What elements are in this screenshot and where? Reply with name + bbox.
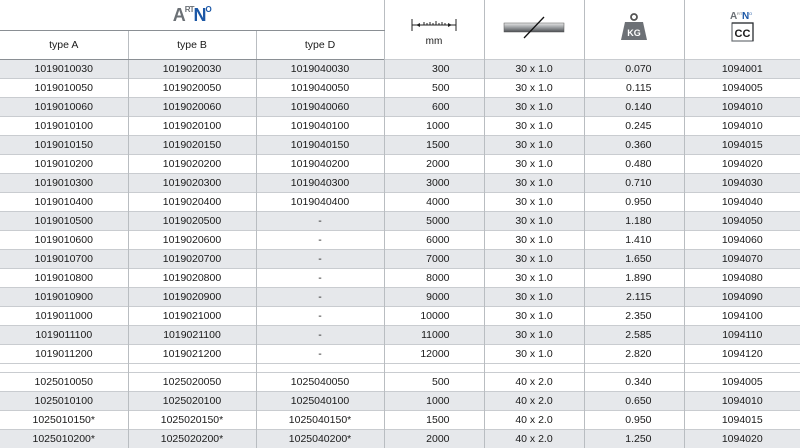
- svg-text:CC: CC: [735, 28, 751, 40]
- cell-wt: 0.950: [584, 411, 684, 430]
- cell-d: 1019040200: [256, 155, 384, 174]
- table-row: [0, 193, 800, 212]
- cell-a: 1019010200: [0, 155, 128, 174]
- cell-prof: 30 x 1.0: [484, 307, 584, 326]
- cell-len: 1000: [384, 392, 484, 411]
- cell-wt: 0.950: [584, 193, 684, 212]
- cell-d: -: [256, 288, 384, 307]
- cell-a: 1019010900: [0, 288, 128, 307]
- cell-prof: 30 x 1.0: [484, 79, 584, 98]
- table-row: [0, 136, 800, 155]
- cell-prof: 40 x 2.0: [484, 373, 584, 392]
- cell-prof: 30 x 1.0: [484, 345, 584, 364]
- cell-len: 11000: [384, 326, 484, 345]
- cell-cc: 1094015: [684, 411, 800, 430]
- cell-b: 1019020050: [128, 79, 256, 98]
- cell-a: 1025010150*: [0, 411, 128, 430]
- cell-d: 1019040150: [256, 136, 384, 155]
- cell-prof: 30 x 1.0: [484, 212, 584, 231]
- cell-a: 1019010300: [0, 174, 128, 193]
- table-row: [0, 307, 800, 326]
- cell-len: 2000: [384, 155, 484, 174]
- cell-cc: 1094010: [684, 392, 800, 411]
- length-header: [384, 0, 484, 60]
- cell-prof: 30 x 1.0: [484, 136, 584, 155]
- cell-a: 1019010400: [0, 193, 128, 212]
- cell-prof: 40 x 2.0: [484, 411, 584, 430]
- cell-a: 1019010050: [0, 79, 128, 98]
- table-row: [0, 117, 800, 136]
- cell-len: 12000: [384, 345, 484, 364]
- table-row: [0, 411, 800, 430]
- cell-cc: 1094100: [684, 307, 800, 326]
- cell-a: 1025010100: [0, 392, 128, 411]
- table-row: [0, 326, 800, 345]
- cell-wt: 2.585: [584, 326, 684, 345]
- cell-cc: 1094015: [684, 136, 800, 155]
- cell-wt: 0.340: [584, 373, 684, 392]
- type-d-header: type D: [256, 31, 384, 60]
- cell-a: 1019010500: [0, 212, 128, 231]
- cell-len: 1500: [384, 136, 484, 155]
- cell-wt: 1.250: [584, 430, 684, 448]
- cell-b: 1019020700: [128, 250, 256, 269]
- cell-len: 6000: [384, 231, 484, 250]
- cell-b: 1019020600: [128, 231, 256, 250]
- cell-b: 1019020200: [128, 155, 256, 174]
- cell-cc: 1094020: [684, 155, 800, 174]
- cell-b: 1025020150*: [128, 411, 256, 430]
- cell-b: 1019021000: [128, 307, 256, 326]
- cell-b: 1019020100: [128, 117, 256, 136]
- cell-len: 1000: [384, 117, 484, 136]
- cell-len: 500: [384, 79, 484, 98]
- cell-len: 3000: [384, 174, 484, 193]
- cell-a: 1025010050: [0, 373, 128, 392]
- table-row: [0, 269, 800, 288]
- cell-a: 1019010800: [0, 269, 128, 288]
- cell-prof: 40 x 2.0: [484, 430, 584, 448]
- cell-b: 1019020500: [128, 212, 256, 231]
- cell-len: 300: [384, 60, 484, 79]
- cell-b: 1019021200: [128, 345, 256, 364]
- cell-wt: 1.650: [584, 250, 684, 269]
- svg-text:N: N: [742, 11, 749, 22]
- cell-cc: 1094030: [684, 174, 800, 193]
- cell-a: 1019010100: [0, 117, 128, 136]
- cell-d: -: [256, 250, 384, 269]
- cell-cc: 1094010: [684, 117, 800, 136]
- cell-cc: 1094050: [684, 212, 800, 231]
- cell-cc: 1094070: [684, 250, 800, 269]
- table-row: [0, 212, 800, 231]
- cell-prof: 30 x 1.0: [484, 98, 584, 117]
- cell-d: -: [256, 345, 384, 364]
- cell-wt: 0.360: [584, 136, 684, 155]
- table-row: [0, 250, 800, 269]
- cell-len: 500: [384, 373, 484, 392]
- cell-wt: 2.115: [584, 288, 684, 307]
- cell-wt: 0.650: [584, 392, 684, 411]
- cell-d: 1019040300: [256, 174, 384, 193]
- cell-b: 1019020030: [128, 60, 256, 79]
- cell-a: 1019010600: [0, 231, 128, 250]
- table-row: [0, 231, 800, 250]
- type-a-header: type A: [0, 31, 128, 60]
- cell-b: 1025020200*: [128, 430, 256, 448]
- svg-text:RT: RT: [737, 11, 743, 16]
- cell-a: 1019010060: [0, 98, 128, 117]
- cell-prof: 30 x 1.0: [484, 288, 584, 307]
- cell-cc: 1094060: [684, 231, 800, 250]
- cell-prof: 30 x 1.0: [484, 60, 584, 79]
- cell-b: 1019020150: [128, 136, 256, 155]
- cell-prof: 40 x 2.0: [484, 392, 584, 411]
- cell-cc: 1094110: [684, 326, 800, 345]
- cell-prof: 30 x 1.0: [484, 326, 584, 345]
- table-row: [0, 392, 800, 411]
- cell-cc: 1094005: [684, 373, 800, 392]
- group-separator: [0, 364, 800, 373]
- cell-d: -: [256, 307, 384, 326]
- cell-b: 1025020050: [128, 373, 256, 392]
- cell-prof: 30 x 1.0: [484, 231, 584, 250]
- artno-cc-icon: [727, 9, 757, 45]
- cell-a: 1025010200*: [0, 430, 128, 448]
- cell-len: 2000: [384, 430, 484, 448]
- cell-wt: 1.180: [584, 212, 684, 231]
- cell-prof: 30 x 1.0: [484, 174, 584, 193]
- cell-d: 1019040100: [256, 117, 384, 136]
- cell-a: 1019011100: [0, 326, 128, 345]
- svg-text:A: A: [730, 11, 737, 22]
- cell-d: -: [256, 326, 384, 345]
- cell-len: 8000: [384, 269, 484, 288]
- cell-d: -: [256, 269, 384, 288]
- svg-text:KG: KG: [627, 28, 641, 38]
- table-row: [0, 288, 800, 307]
- cell-b: 1019020060: [128, 98, 256, 117]
- cell-wt: 2.350: [584, 307, 684, 326]
- cell-wt: 0.140: [584, 98, 684, 117]
- cell-wt: 0.070: [584, 60, 684, 79]
- length-unit: mm: [385, 37, 484, 47]
- cell-len: 5000: [384, 212, 484, 231]
- table-row: [0, 373, 800, 392]
- table-row: [0, 345, 800, 364]
- cell-wt: 0.245: [584, 117, 684, 136]
- table-row: [0, 60, 800, 79]
- cell-wt: 0.710: [584, 174, 684, 193]
- length-ruler-icon: [406, 13, 462, 35]
- cell-d: 1025040150*: [256, 411, 384, 430]
- cell-cc: 1094005: [684, 79, 800, 98]
- cell-b: 1019020900: [128, 288, 256, 307]
- cell-a: 1019010700: [0, 250, 128, 269]
- cell-len: 4000: [384, 193, 484, 212]
- cell-b: 1025020100: [128, 392, 256, 411]
- cell-d: 1025040200*: [256, 430, 384, 448]
- table-row: [0, 155, 800, 174]
- cell-len: 1500: [384, 411, 484, 430]
- cell-cc: 1094020: [684, 430, 800, 448]
- svg-text:O: O: [749, 11, 752, 16]
- cell-b: 1019020400: [128, 193, 256, 212]
- cell-d: 1019040400: [256, 193, 384, 212]
- weight-kg-icon: [619, 12, 649, 42]
- table-row: [0, 174, 800, 193]
- cell-d: 1019040060: [256, 98, 384, 117]
- cell-d: 1019040050: [256, 79, 384, 98]
- weight-header: [584, 0, 684, 60]
- table-body: [0, 60, 800, 448]
- cell-cc: 1094090: [684, 288, 800, 307]
- cell-a: 1019010030: [0, 60, 128, 79]
- profile-header: [484, 0, 584, 60]
- cell-d: 1025040100: [256, 392, 384, 411]
- cc-header: [684, 0, 800, 60]
- cell-cc: 1094040: [684, 193, 800, 212]
- table-row: [0, 79, 800, 98]
- artno-logo: $A^{RT}N^O$: [173, 6, 211, 24]
- cell-prof: 30 x 1.0: [484, 250, 584, 269]
- cell-a: 1019011200: [0, 345, 128, 364]
- cell-wt: 2.820: [584, 345, 684, 364]
- cell-len: 10000: [384, 307, 484, 326]
- cell-prof: 30 x 1.0: [484, 193, 584, 212]
- cell-wt: 1.410: [584, 231, 684, 250]
- type-b-header: type B: [128, 31, 256, 60]
- cell-b: 1019020300: [128, 174, 256, 193]
- cell-b: 1019020800: [128, 269, 256, 288]
- cell-d: -: [256, 231, 384, 250]
- cell-prof: 30 x 1.0: [484, 155, 584, 174]
- table-row: [0, 430, 800, 448]
- table-row: [0, 98, 800, 117]
- cell-wt: 1.890: [584, 269, 684, 288]
- cell-a: 1019011000: [0, 307, 128, 326]
- cell-b: 1019021100: [128, 326, 256, 345]
- cell-wt: 0.115: [584, 79, 684, 98]
- cell-cc: 1094010: [684, 98, 800, 117]
- cell-len: 7000: [384, 250, 484, 269]
- cell-prof: 30 x 1.0: [484, 117, 584, 136]
- artno-header: [0, 0, 384, 31]
- cell-len: 9000: [384, 288, 484, 307]
- cell-d: 1025040050: [256, 373, 384, 392]
- cell-d: 1019040030: [256, 60, 384, 79]
- cell-wt: 0.480: [584, 155, 684, 174]
- cell-prof: 30 x 1.0: [484, 269, 584, 288]
- cell-cc: 1094080: [684, 269, 800, 288]
- cell-a: 1019010150: [0, 136, 128, 155]
- cell-len: 600: [384, 98, 484, 117]
- cell-cc: 1094001: [684, 60, 800, 79]
- tube-profile-icon: [502, 14, 566, 40]
- cell-cc: 1094120: [684, 345, 800, 364]
- cell-d: -: [256, 212, 384, 231]
